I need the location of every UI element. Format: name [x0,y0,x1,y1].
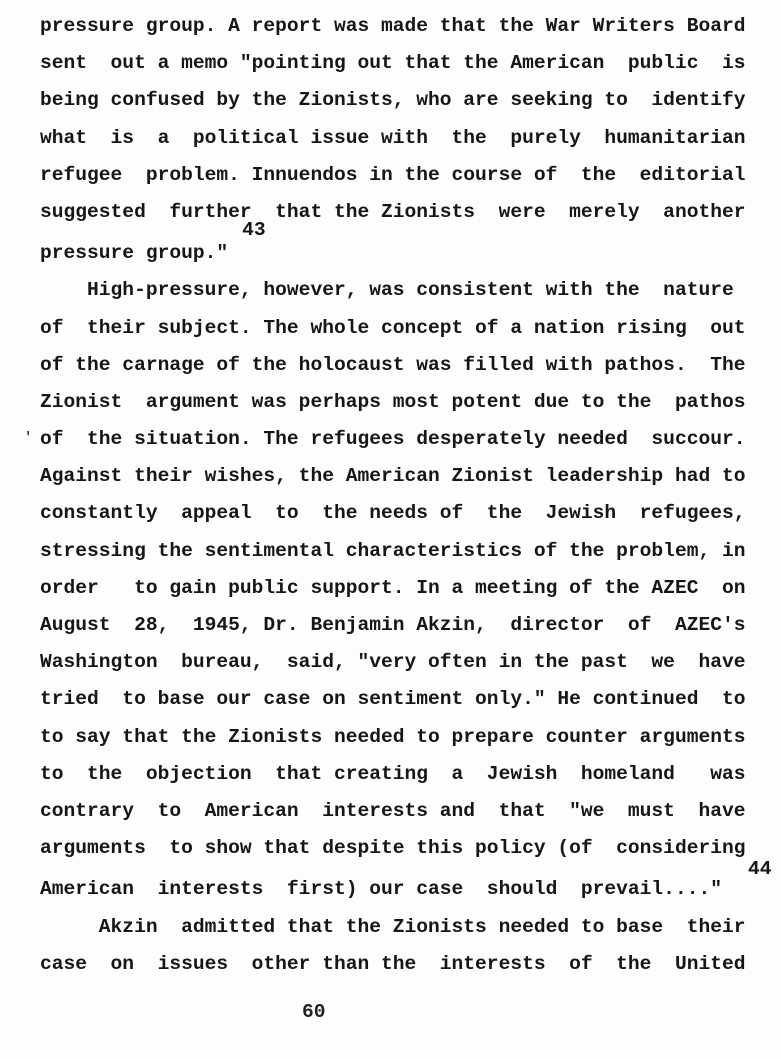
text-line-text: American interests first) our case should prevail...." [40,878,722,901]
text-line-text: pressure group." [40,242,229,265]
text-line: of the situation. The refugees desperately needed succour. [40,428,746,451]
footnote-ref-43: 43 [242,219,266,242]
text-line [40,858,772,908]
text-line: to say that the Zionists needed to prepare counter arguments [40,725,746,748]
text-line: being confused by the Zionists, who are seeking to identify [40,89,746,112]
page-number: 60 [302,1001,326,1023]
text-line: of the carnage of the holocaust was filled with pathos. The [40,353,746,376]
text-line: constantly appeal to the needs of the Jewish refugees, [40,502,746,525]
text-line: to the objection that creating a Jewish homeland was [40,762,746,785]
text-line: of their subject. The whole concept of a nation rising out [40,316,746,339]
text-line: case on issues other than the interests of the United [40,952,746,975]
footnote-ref-44: 44 [747,858,772,881]
text-line: suggested further that the Zionists were merely another [40,200,746,223]
text-line: contrary to American interests and that "we must have [40,799,746,822]
text-line [40,219,772,272]
text-line: tried to base our case on sentiment only." He continued to [40,688,746,711]
text-line: pressure group. A report was made that the War Writers Board [40,15,746,37]
text-line: stressing the sentimental characteristics of the problem, in [40,539,746,562]
text-line: August 28, 1945, Dr. Benjamin Akzin, director of AZEC's [40,614,746,636]
text-line: Washington bureau, said, "very often in the past we have [40,651,746,674]
text-line: Zionist argument was perhaps most potent due to the pathos [40,390,746,413]
text-line: Against their wishes, the American Zionist leadership had to [40,465,746,488]
text-line: order to gain public support. In a meeting of the AZEC on [40,576,746,599]
text-block [40,8,772,983]
stray-ink-mark: ' [24,430,33,446]
text-line: sent out a memo "pointing out that the American public is [40,52,746,75]
text-line: refugee problem. Innuendos in the course of the editorial [40,163,746,186]
text-line: Akzin admitted that the Zionists needed to base their [40,915,746,938]
text-line: High-pressure, however, was consistent with the nature [40,279,734,302]
text-line: arguments to show that despite this policy (of considering [40,837,746,860]
text-line: what is a political issue with the purely humanitarian [40,126,746,149]
